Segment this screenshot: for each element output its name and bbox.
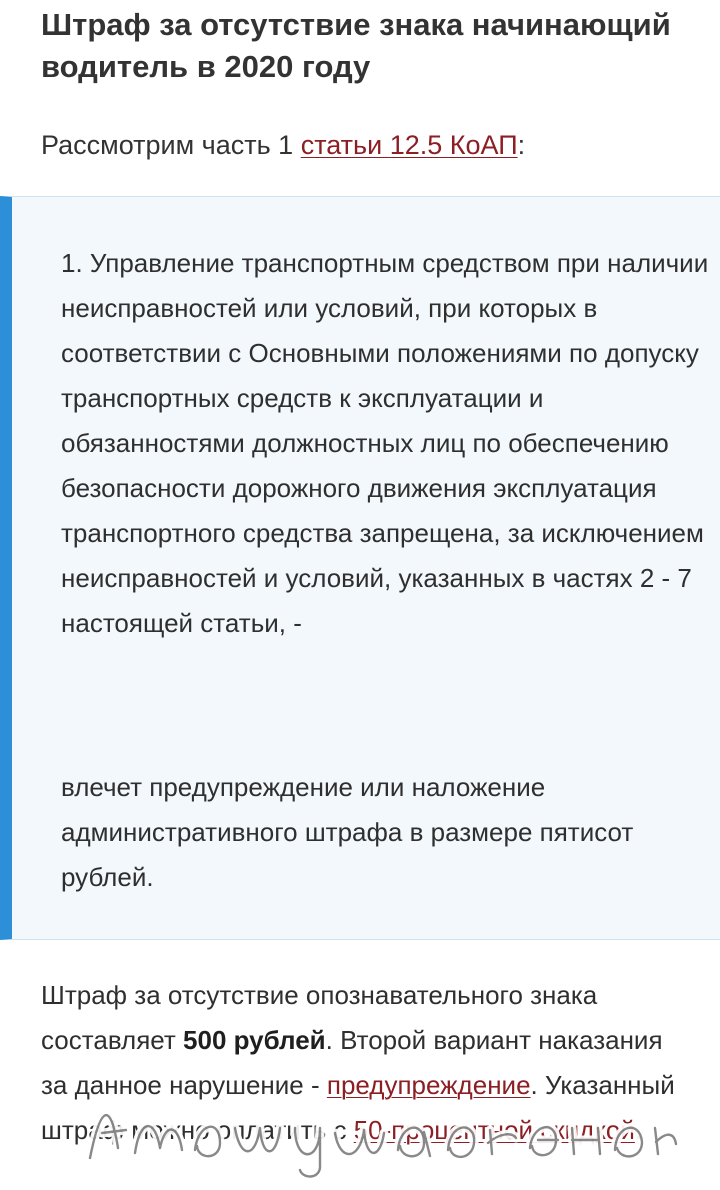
discount-link[interactable]: 50-процентной скидкой [353,1115,635,1145]
warning-link[interactable]: предупреждение [326,1070,531,1100]
fine-explanation-paragraph [41,973,691,1153]
article-heading: Штраф за отсутствие знака начинающий водитель в 2020 году [41,7,671,84]
intro-text: Рассмотрим часть 1 [41,130,301,160]
body-text-4: . [634,1115,643,1145]
quote-paragraph-2: влечет предупреждение или наложение административного штрафа в размере пятисот рублей. [61,772,634,892]
body-text-2: . Второй вариант наказания за данное нарушение - [41,1025,663,1100]
body-text-1: Штраф за отсутствие опознавательного знака составляет [41,980,598,1055]
law-quote-block [0,196,720,940]
intro-colon: : [517,130,526,160]
intro-paragraph [41,125,701,165]
fine-amount: 500 рублей [183,1025,326,1055]
quote-paragraph-1: 1. Управление транспортным средством при наличии неисправностей или условий, при которых в соответствии с Основными положениями по допуску транспортных средств к эксплуатации и обязанностями должностных лиц по обеспечению безопасности дорожного движения эксплуатация транспортного средства запрещена, за исключением неисправностей и условий, указанных в частях 2 - 7 настоящей статьи, - [61,248,709,638]
koap-article-link[interactable]: статьи 12.5 КоАП [300,130,518,160]
body-text-3: . Указанный штраф можно оплатить с [41,1070,675,1145]
